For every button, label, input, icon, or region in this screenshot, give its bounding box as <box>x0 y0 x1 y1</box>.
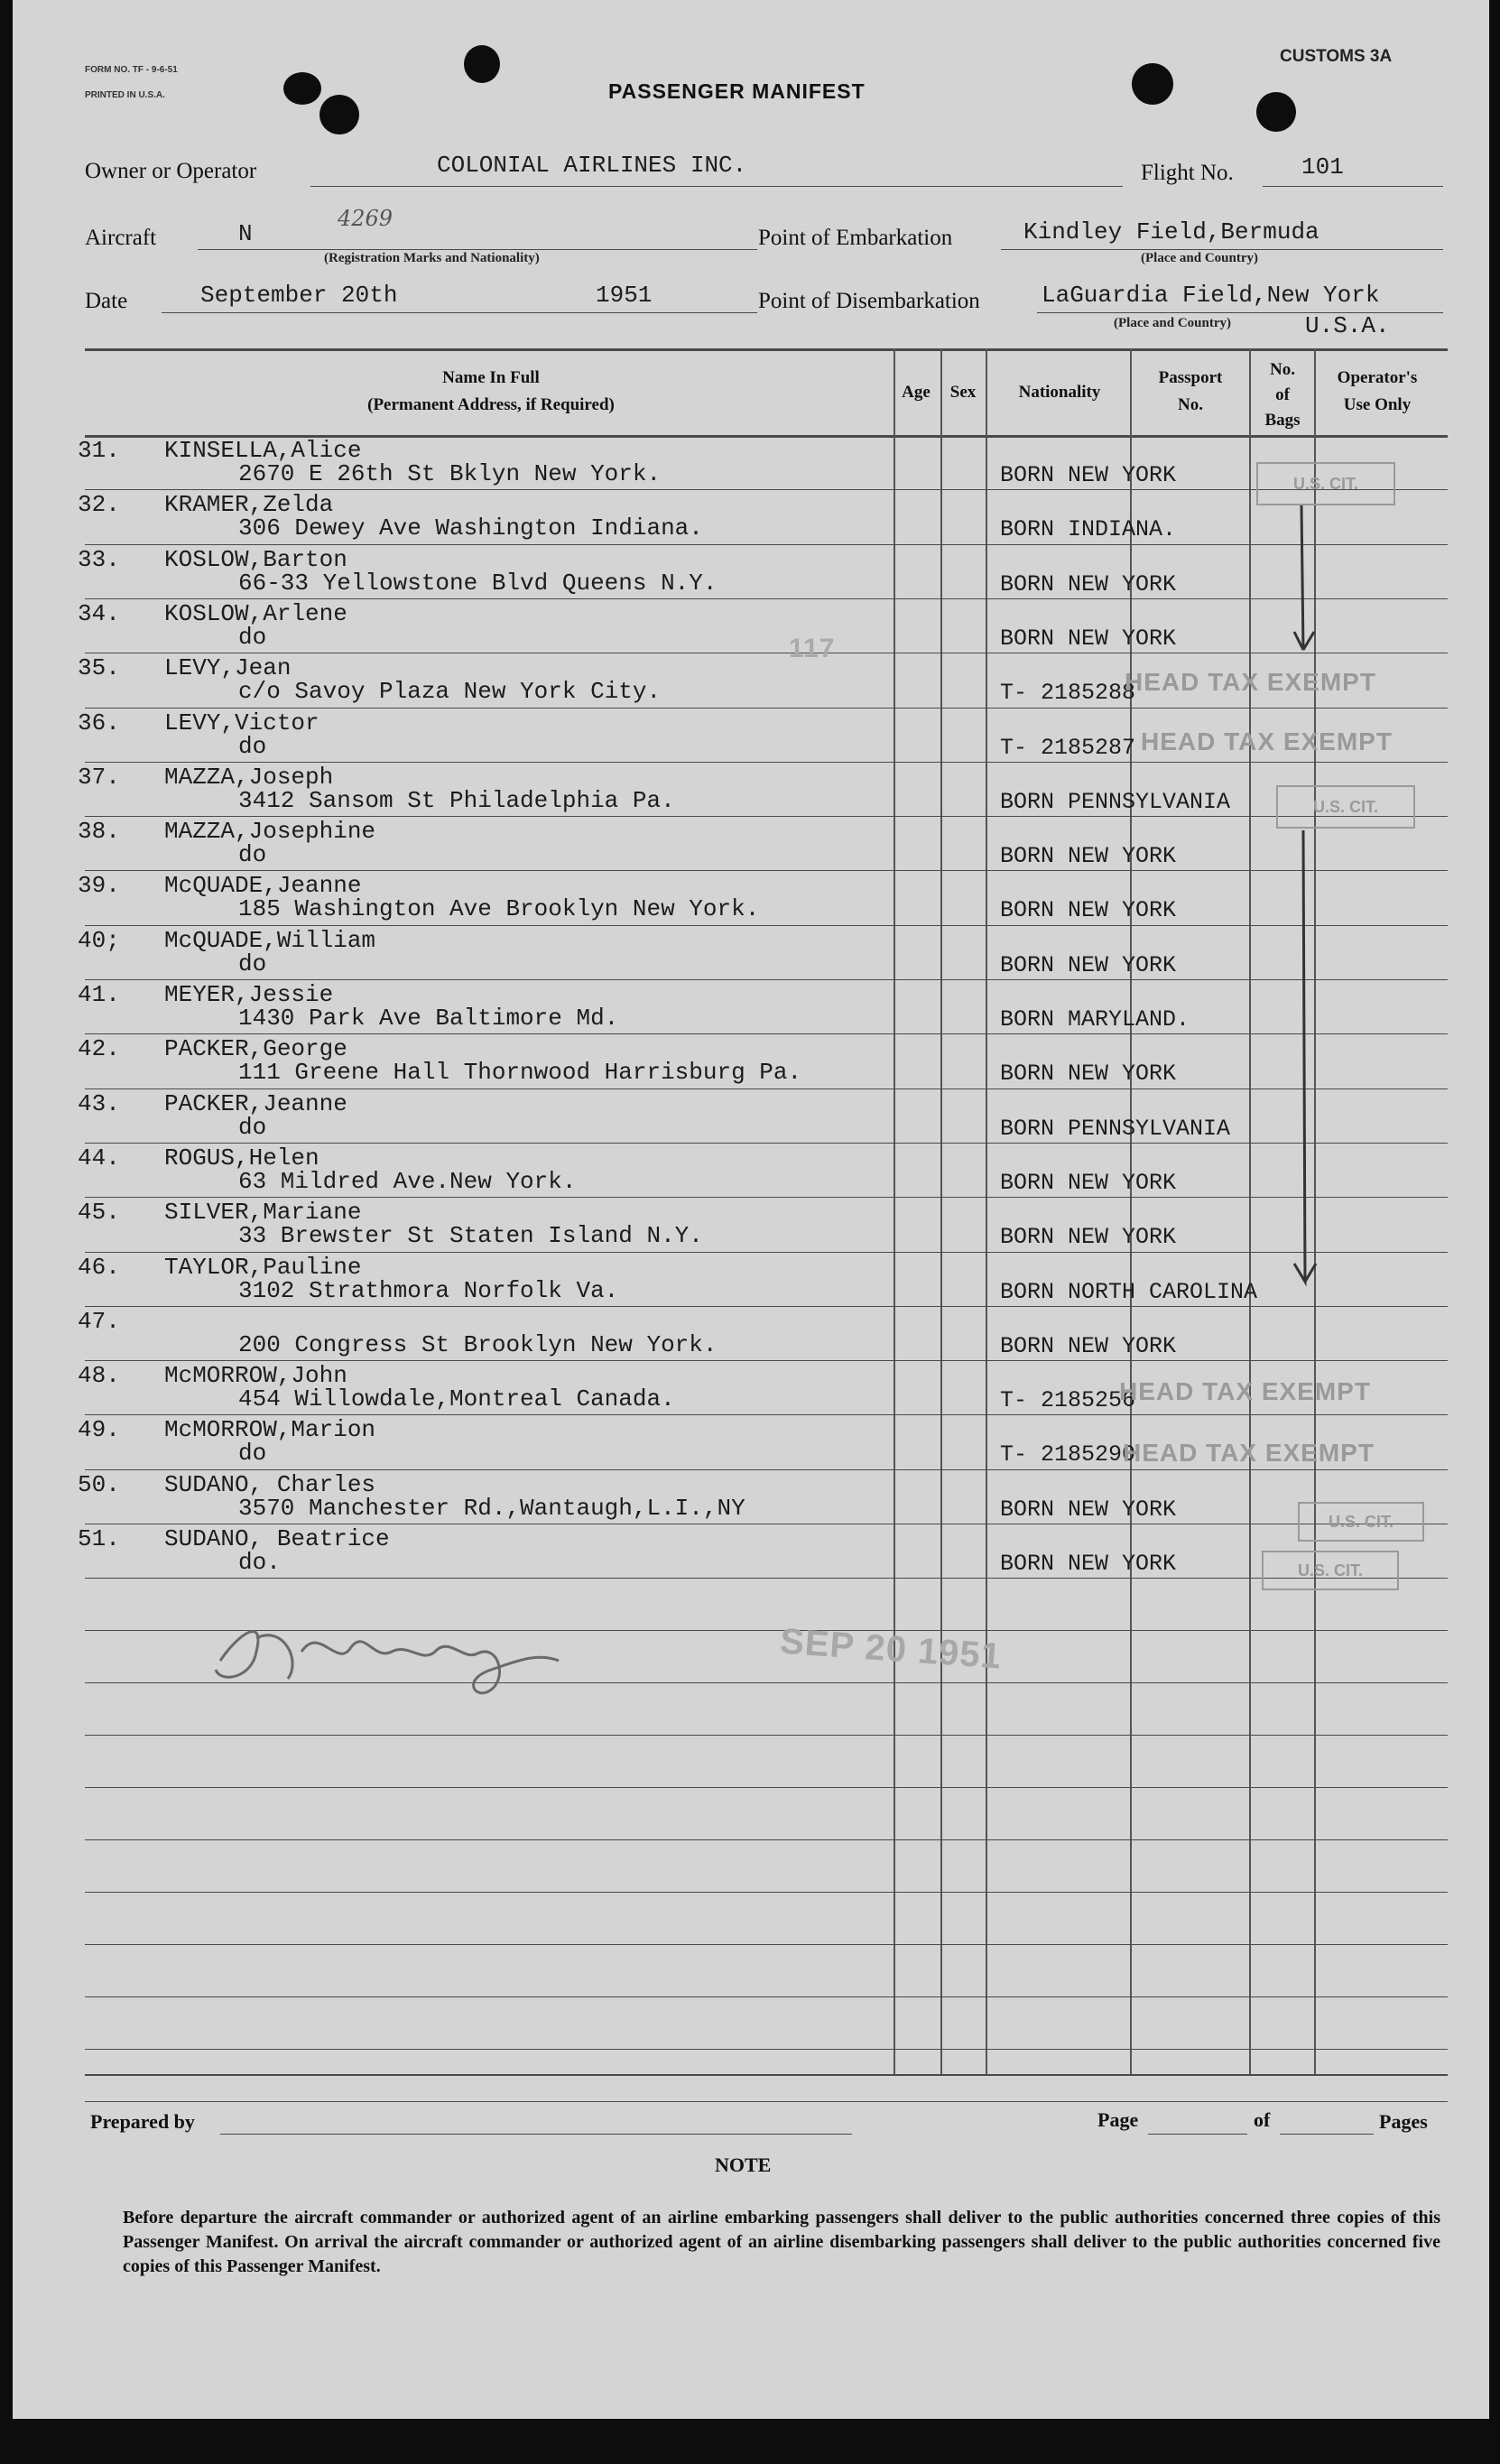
passenger-nationality: BORN NEW YORK <box>1000 1061 1177 1088</box>
embarkation-underline <box>1001 249 1443 250</box>
row-number: 35. <box>78 654 120 682</box>
passenger-address: do <box>238 623 267 651</box>
column-header-passport-l2: No. <box>1178 395 1203 414</box>
aircraft-registration: 4269 <box>338 206 394 231</box>
owner-underline <box>310 186 1123 187</box>
passenger-nationality: T- 2185256 <box>1000 1387 1136 1414</box>
row-number: 34. <box>78 599 120 627</box>
aircraft-underline <box>198 249 757 250</box>
passenger-name: McQUADE,Jeanne <box>164 872 362 900</box>
passenger-nationality: BORN PENNSYLVANIA <box>1000 788 1231 815</box>
owner-label: Owner or Operator <box>85 159 257 183</box>
passenger-address: 33 Brewster St Staten Island N.Y. <box>238 1222 703 1250</box>
flight-label: Flight No. <box>1141 161 1234 185</box>
passenger-nationality: BORN NEW YORK <box>1000 951 1177 978</box>
passenger-name: SUDANO, Beatrice <box>164 1525 390 1552</box>
manifest-title: PASSENGER MANIFEST <box>608 79 866 103</box>
passenger-address: 63 Mildred Ave.New York. <box>238 1167 577 1195</box>
customs-form-label: CUSTOMS 3A <box>1280 47 1393 66</box>
row-number: 40; <box>78 926 120 954</box>
passenger-nationality: BORN INDIANA. <box>1000 516 1177 543</box>
empty-row-rule <box>85 1892 1448 1893</box>
column-header-name-sub: (Permanent Address, if Required) <box>367 395 615 414</box>
row-number: 36. <box>78 709 120 736</box>
passenger-name: MEYER,Jessie <box>164 981 334 1008</box>
registration-note: (Registration Marks and Nationality) <box>324 251 540 265</box>
row-number: 41. <box>78 981 120 1008</box>
passenger-name: TAYLOR,Pauline <box>164 1253 362 1281</box>
column-header-operator-l1: Operator's <box>1337 368 1418 387</box>
row-number: 44. <box>78 1144 120 1172</box>
punch-hole <box>283 72 321 105</box>
passenger-address: do <box>238 949 267 977</box>
passenger-name: KRAMER,Zelda <box>164 491 334 519</box>
column-header-passport <box>1132 365 1249 419</box>
passenger-address: c/o Savoy Plaza New York City. <box>238 678 662 706</box>
owner-value: COLONIAL AIRLINES INC. <box>437 152 747 179</box>
empty-row-rule <box>85 2101 1448 2102</box>
passenger-name: McQUADE,William <box>164 926 376 954</box>
passenger-nationality: BORN NEW YORK <box>1000 570 1177 597</box>
punch-hole <box>1132 63 1173 105</box>
note-title: NOTE <box>715 2154 772 2176</box>
page-underline <box>1148 2134 1247 2135</box>
passenger-address: 200 Congress St Brooklyn New York. <box>238 1330 718 1358</box>
table-row <box>13 1471 1489 1525</box>
flight-value: 101 <box>1301 153 1344 181</box>
empty-row-rule <box>85 1996 1448 1997</box>
us-citizen-stamp: U.S. CIT. <box>1276 785 1415 829</box>
column-header-bags-l3: Bags <box>1264 411 1301 430</box>
date-label: Date <box>85 289 128 313</box>
empty-row-rule <box>85 1944 1448 1945</box>
manifest-page <box>13 0 1489 2419</box>
column-header-bags-l2: of <box>1275 385 1290 404</box>
embarkation-value: Kindley Field,Bermuda <box>1023 218 1319 245</box>
date-value: September 20th <box>200 282 398 309</box>
row-number: 46. <box>78 1253 120 1281</box>
passenger-name: KINSELLA,Alice <box>164 437 362 464</box>
page-of-label: of <box>1254 2108 1271 2131</box>
passenger-address: 2670 E 26th St Bklyn New York. <box>238 460 662 487</box>
column-header-operator-l2: Use Only <box>1343 395 1412 414</box>
row-number: 51. <box>78 1525 120 1552</box>
passenger-nationality: BORN NEW YORK <box>1000 462 1177 488</box>
row-number: 37. <box>78 763 120 791</box>
head-tax-exempt-stamp: HEAD TAX EXEMPT <box>1119 1377 1371 1405</box>
passenger-name: PACKER,George <box>164 1035 347 1063</box>
punch-hole <box>1256 92 1296 132</box>
passenger-name: LEVY,Jean <box>164 654 292 682</box>
passenger-nationality: BORN NEW YORK <box>1000 897 1177 924</box>
passenger-name: MAZZA,Joseph <box>164 763 334 791</box>
head-tax-exempt-stamp: HEAD TAX EXEMPT <box>1123 1439 1375 1467</box>
passenger-name: SUDANO, Charles <box>164 1470 376 1498</box>
passenger-nationality: BORN NEW YORK <box>1000 843 1177 870</box>
passenger-address: 306 Dewey Ave Washington Indiana. <box>238 514 703 542</box>
passenger-nationality: T- 2185287 <box>1000 734 1136 761</box>
empty-row-rule <box>85 1735 1448 1736</box>
passenger-address: 66-33 Yellowstone Blvd Queens N.Y. <box>238 569 718 597</box>
flight-underline <box>1263 186 1443 187</box>
column-header-age: Age <box>902 383 931 402</box>
passenger-nationality: BORN MARYLAND. <box>1000 1006 1190 1033</box>
date-underline <box>162 312 757 313</box>
embarkation-label: Point of Embarkation <box>758 226 953 250</box>
row-number: 49. <box>78 1416 120 1444</box>
aircraft-label: Aircraft <box>85 226 157 250</box>
bag-check-marks <box>1258 451 1330 1354</box>
column-header-bags <box>1251 357 1314 433</box>
row-number: 48. <box>78 1362 120 1390</box>
year-value: 1951 <box>596 282 653 309</box>
passenger-nationality: BORN NEW YORK <box>1000 625 1177 652</box>
passenger-name: SILVER,Mariane <box>164 1199 362 1227</box>
head-tax-exempt-stamp: HEAD TAX EXEMPT <box>1125 668 1376 696</box>
passenger-nationality: BORN NEW YORK <box>1000 1332 1177 1359</box>
head-tax-exempt-stamp: HEAD TAX EXEMPT <box>1141 727 1393 755</box>
date-received-stamp: SEP 20 1951 <box>778 1621 1004 1677</box>
column-header-name <box>94 365 888 419</box>
passenger-name: KOSLOW,Barton <box>164 545 347 573</box>
passenger-address: do <box>238 1113 267 1141</box>
passenger-address: do <box>238 1440 267 1468</box>
passenger-name: KOSLOW,Arlene <box>164 599 347 627</box>
passenger-address: do. <box>238 1549 281 1576</box>
row-number: 47. <box>78 1307 120 1335</box>
passenger-nationality: BORN NEW YORK <box>1000 1496 1177 1523</box>
printed-in: PRINTED IN U.S.A. <box>85 90 165 100</box>
row-number: 39. <box>78 872 120 900</box>
embarkation-place-note: (Place and Country) <box>1141 251 1258 265</box>
passenger-name: McMORROW,John <box>164 1362 347 1390</box>
prepared-by-underline <box>220 2134 852 2135</box>
passenger-nationality: BORN NEW YORK <box>1000 1551 1177 1577</box>
passenger-address: 3570 Manchester Rd.,Wantaugh,L.I.,NY <box>238 1494 745 1522</box>
column-header-passport-l1: Passport <box>1158 368 1223 387</box>
us-citizen-stamp: U.S. CIT. <box>1262 1551 1399 1590</box>
passenger-address: 3412 Sansom St Philadelphia Pa. <box>238 786 675 814</box>
column-header-nationality: Nationality <box>1018 383 1101 402</box>
row-number: 43. <box>78 1089 120 1117</box>
row-number: 50. <box>78 1470 120 1498</box>
row-number: 33. <box>78 545 120 573</box>
form-number: FORM NO. TF - 9-6-51 <box>85 65 178 75</box>
us-citizen-stamp: U.S. CIT. <box>1256 462 1395 505</box>
prepared-by-label: Prepared by <box>90 2110 195 2133</box>
page-label: Page <box>1097 2108 1139 2131</box>
punch-hole <box>464 45 500 83</box>
pages-label: Pages <box>1379 2110 1428 2133</box>
passenger-address: 185 Washington Ave Brooklyn New York. <box>238 895 760 923</box>
passenger-name: MAZZA,Josephine <box>164 818 376 846</box>
column-header-sex: Sex <box>949 383 977 402</box>
passenger-name: LEVY,Victor <box>164 709 319 736</box>
disembarkation-country: U.S.A. <box>1305 312 1390 339</box>
row-number: 38. <box>78 818 120 846</box>
passenger-name: McMORROW,Marion <box>164 1416 376 1444</box>
passenger-address: 1430 Park Ave Baltimore Md. <box>238 1005 619 1032</box>
passenger-address: do <box>238 841 267 869</box>
note-text: Before departure the aircraft commander or authorized agent of an airline embarking passengers shall deliver to the public authorities concerned three copies of this Passenger Manifest. On arrival the aircraft commander or authorized agent of an airline disembarking passengers shall deliver to the public authorities concerned five copies of this Passenger Manifest. <box>123 2208 1440 2276</box>
passenger-nationality: BORN NORTH CAROLINA <box>1000 1278 1258 1305</box>
disembarkation-label: Point of Disembarkation <box>758 289 980 313</box>
pages-underline <box>1280 2134 1374 2135</box>
passenger-address: 454 Willowdale,Montreal Canada. <box>238 1385 675 1413</box>
column-header-bags-l1: No. <box>1270 360 1295 379</box>
handwritten-signature <box>202 1598 590 1697</box>
passenger-nationality: T- 2185288 <box>1000 680 1136 707</box>
disembarkation-value: LaGuardia Field,New York <box>1042 282 1380 309</box>
empty-row-rule <box>85 2049 1448 2050</box>
column-header-operator <box>1316 365 1439 419</box>
us-citizen-stamp: U.S. CIT. <box>1298 1502 1424 1542</box>
passenger-name: PACKER,Jeanne <box>164 1089 347 1117</box>
row-number: 31. <box>78 437 120 464</box>
passenger-name: ROGUS,Helen <box>164 1144 319 1172</box>
passenger-nationality: T- 2185290 <box>1000 1441 1136 1468</box>
passenger-nationality: BORN NEW YORK <box>1000 1224 1177 1251</box>
passenger-address: 3102 Strathmora Norfolk Va. <box>238 1276 619 1304</box>
aircraft-nationality: N <box>238 220 253 247</box>
punch-hole <box>319 95 359 134</box>
table-top-rule <box>85 348 1448 351</box>
passenger-nationality: BORN NEW YORK <box>1000 1169 1177 1196</box>
disembarkation-place-note: (Place and Country) <box>1114 316 1231 330</box>
empty-row-rule <box>85 1839 1448 1840</box>
row-number: 45. <box>78 1199 120 1227</box>
column-header-name-label: Name In Full <box>442 368 540 387</box>
passenger-address: 111 Greene Hall Thornwood Harrisburg Pa. <box>238 1059 802 1087</box>
row-number: 42. <box>78 1035 120 1063</box>
count-stamp: 117 <box>789 634 836 663</box>
passenger-nationality: BORN PENNSYLVANIA <box>1000 1115 1231 1142</box>
passenger-address: do <box>238 732 267 760</box>
footer-rule <box>85 2074 1448 2076</box>
empty-row-rule <box>85 1787 1448 1788</box>
row-number: 32. <box>78 491 120 519</box>
